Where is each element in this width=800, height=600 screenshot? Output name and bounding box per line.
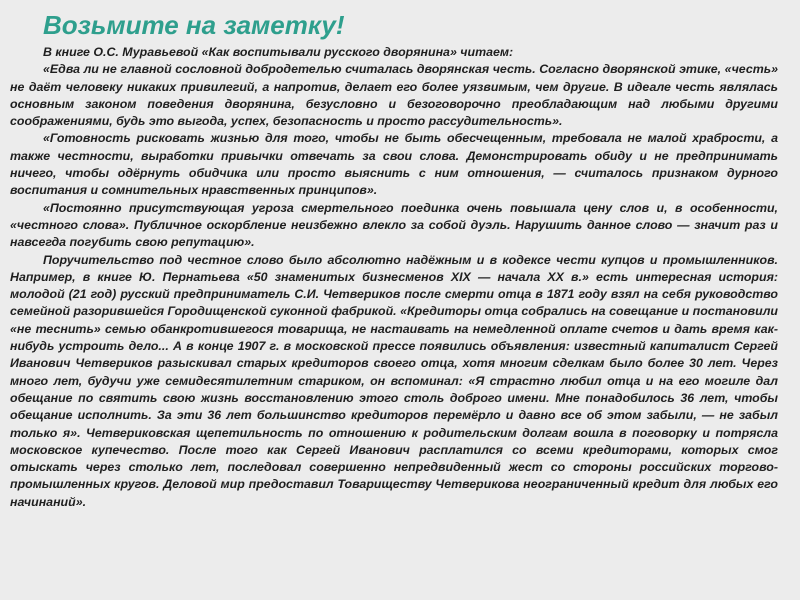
paragraph-quote-honor: «Едва ли не главной сословной добродетелью считалась дворянская честь. Согласно дворянской этике, «честь» не даёт человеку никаких привилегий, а напротив, делает его более уязвимым, чем другие. В идеале честь являлась основным законом поведения дворянина, безусловно и безоговорочно преобладающим над любыми другими соображениями, будь это выгода, успех, безопасность и просто рассудительность».: [10, 62, 778, 129]
paragraph-quote-courage: «Готовность рисковать жизнью для того, чтобы не быть обесчещенным, требовала не малой храбрости, а также честности, выработки привычки отвечать за свои слова. Демонстрировать обиду и не предпринимать ничего, чтобы одёрнуть обидчика или просто выяснить с ним отношения, — считалось признаком дурного воспитания и сомнительных нравственных принципов».: [10, 131, 778, 198]
slide-body: [10, 44, 778, 511]
paragraph-intro: В книге О.С. Муравьевой «Как воспитывали русского дворянина» читаем:: [43, 45, 514, 59]
paragraph-quote-word: «Постоянно присутствующая угроза смертельного поединка очень повышала цену слов и, в особенности, «честного слова». Публичное оскорбление неизбежно влекло за собой дуэль. Нарушить данное слово — значит раз и навсегда погубить свою репутацию».: [10, 200, 778, 250]
slide-title: Возьмите на заметку!: [43, 10, 345, 40]
paragraph-merchants: Поручительство под честное слово было абсолютно надёжным и в кодексе чести купцов и промышленников. Например, в книге Ю. Пернатьева «50 знаменитых бизнесменов XIX — начала XX в.» есть интересная история: молодой (21 год) русский предприниматель С.И. Четвериков после смерти отца в 1871 году взял на себя руководство семейной разорившейся Городищенской суконной фабрикой. «Кредиторы отца собрались на совещание и постановили «не теснить» семью обанкротившегося товарища, не настаивать на немедленной оплате счетов и дать время как-нибудь устроить дело... А в конце 1907 г. в московской прессе появились объявления: известный капиталист Сергей Иванович Четвериков разыскивал старых кредиторов своего отца, хотя многим сделкам было более 30 лет. Через много лет, будучи уже семидесятилетним стариком, он вспоминал: «Я страстно любил отца и на его могиле дал обещание по святить свою жизнь восстановлению этого столь доброго имени. Мне понадобилось 36 лет, чтобы обещание исполнить. За эти 36 лет большинство кредиторов перемёрло и давно все об этом забыли, — не забыл только я». Четвериковская щепетильность по отношению к родительским долгам вошла в поговорку и потрясла московское купечество. После того как Сергей Иванович расплатился со всеми кредиторами, которых смог отыскать через столько лет, последовал совершенно непредвиденный жест со стороны российских торгово-промышленных кругов. Деловой мир предоставил Товариществу Четверикова неограниченный кредит для любых его начинаний».: [10, 252, 778, 509]
